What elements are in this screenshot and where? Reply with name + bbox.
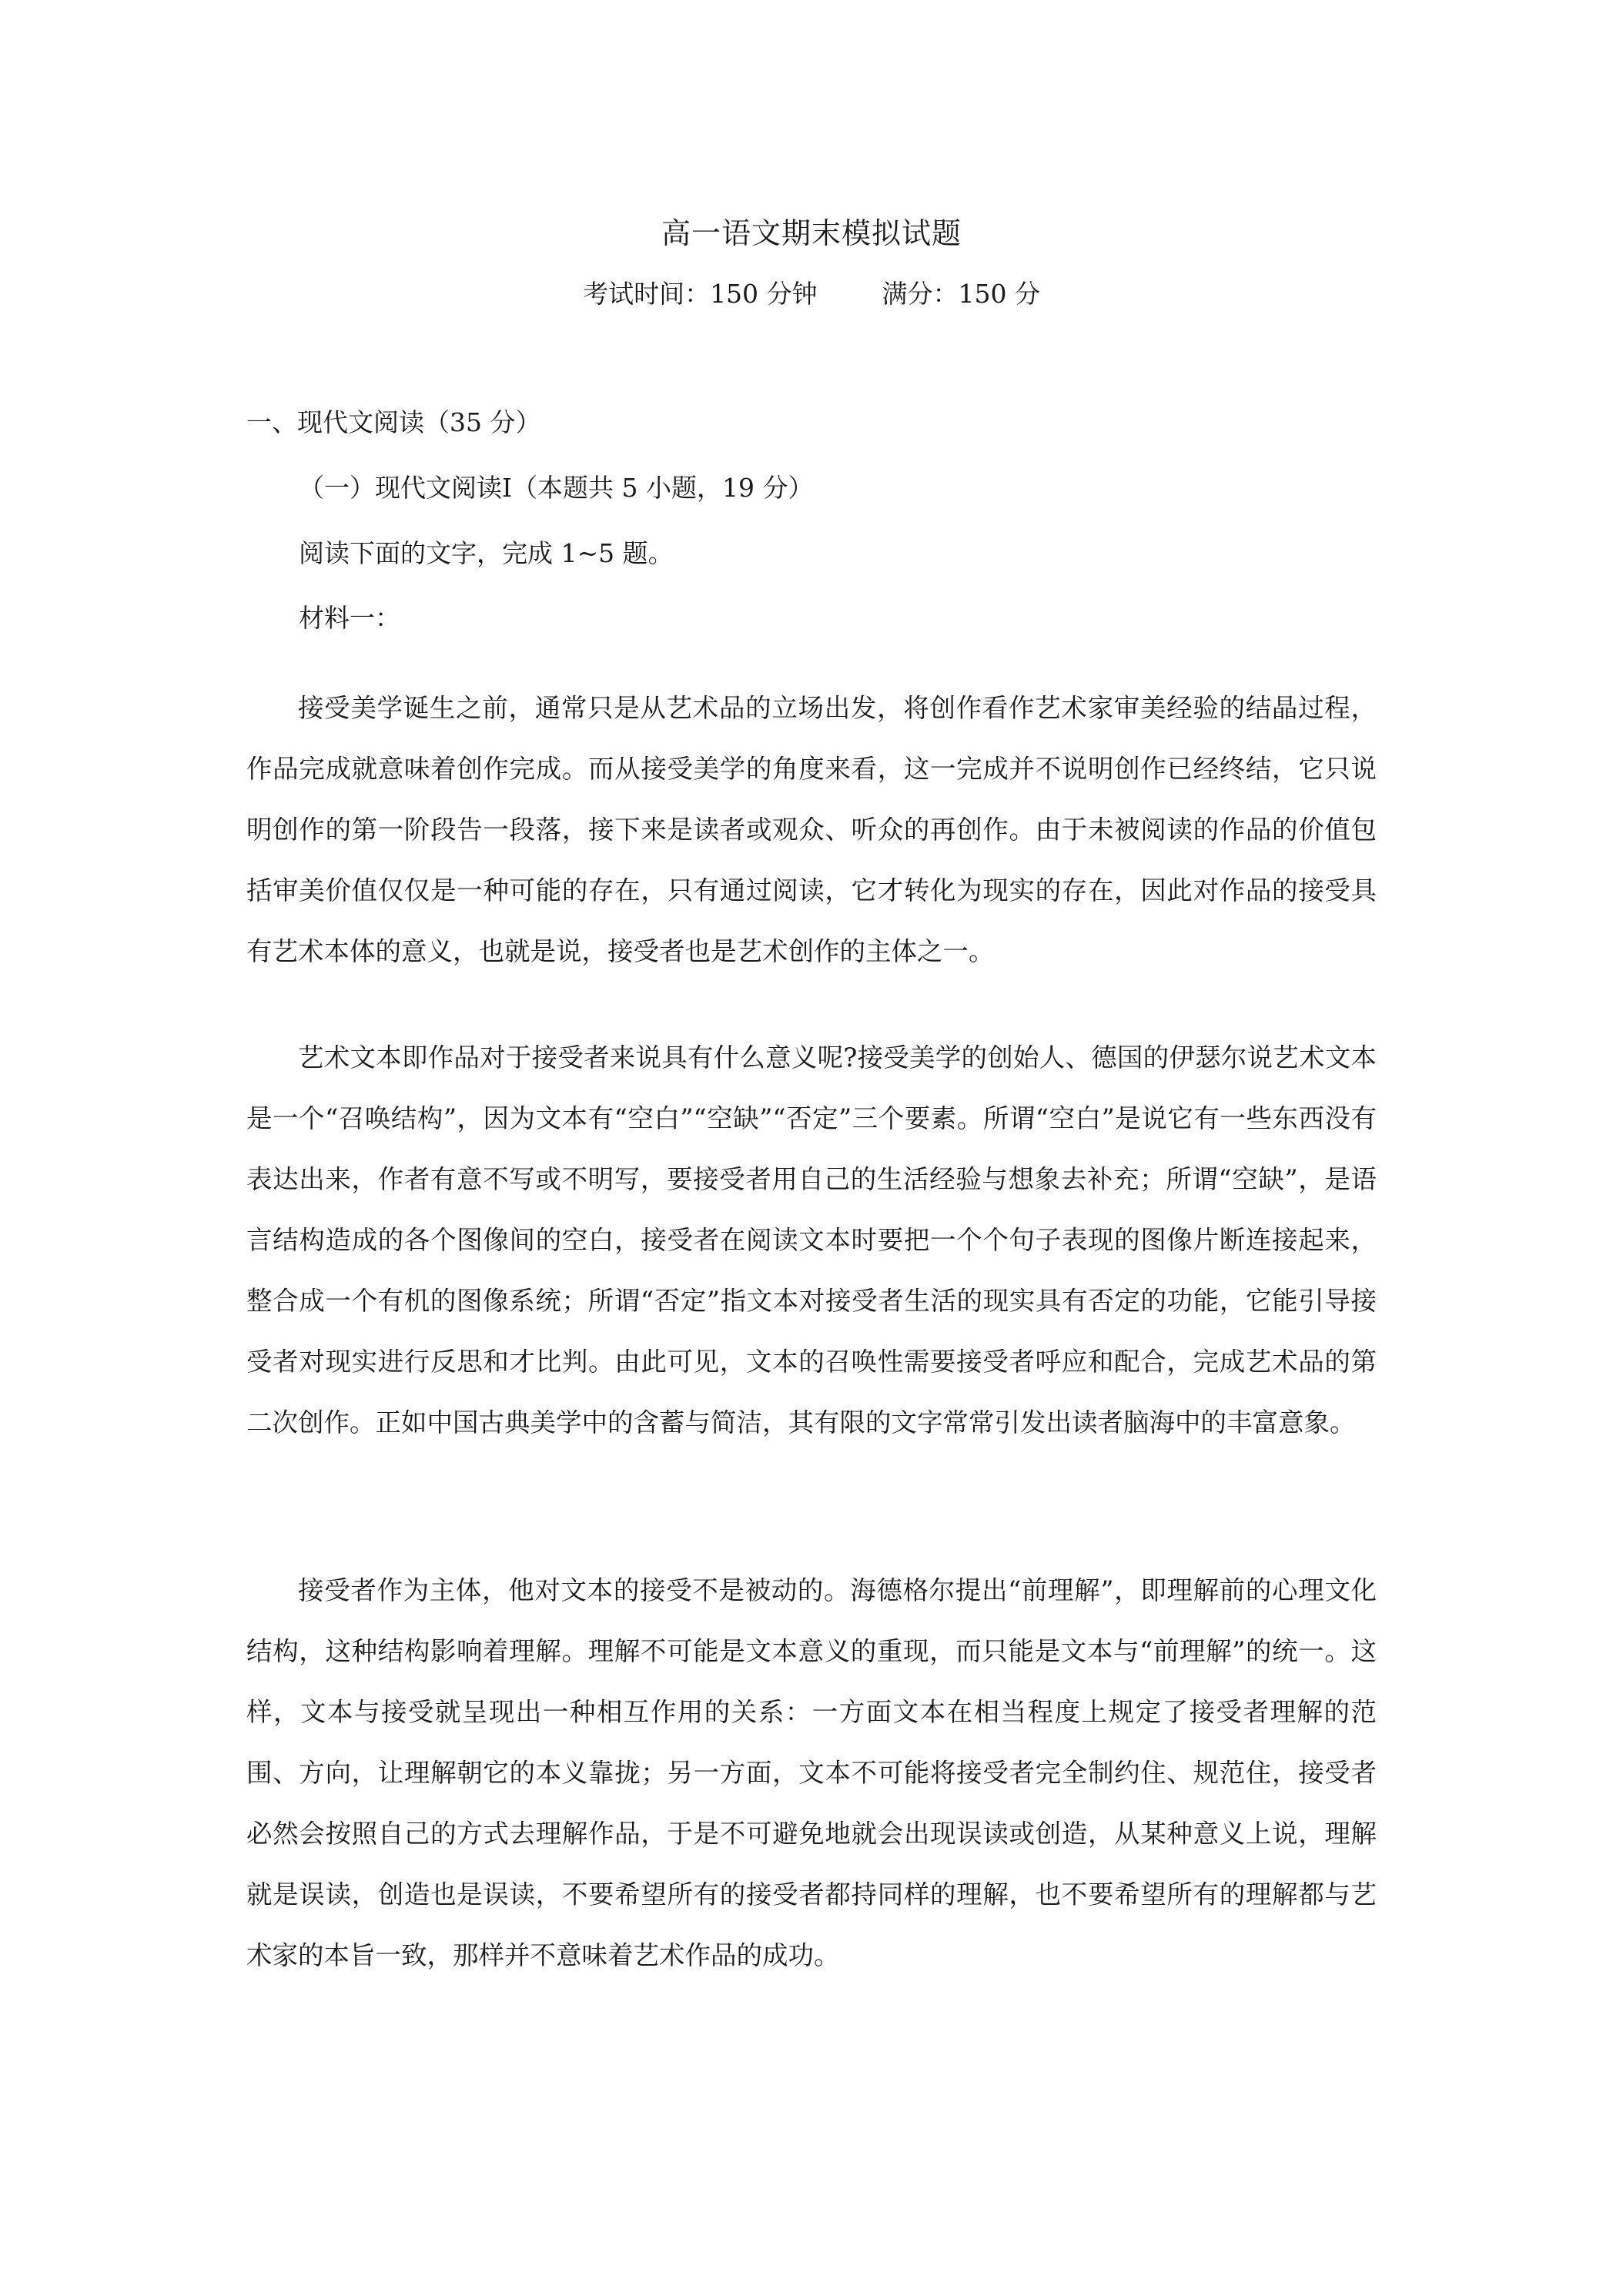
section-heading: 一、现代文阅读（35 分）: [246, 407, 541, 437]
paragraph: 接受美学诞生之前，通常只是从艺术品的立场出发，将创作看作艺术家审美经验的结晶过程，作品完成就意味着创作完成。而从接受美学的角度来看，这一完成并不说明创作已经终结，它只说明创作的第一阶段告一段落，接下来是读者或观众、听众的再创作。由于未被阅读的作品的价值包括审美价值仅仅是一种可能的存在，只有通过阅读，它才转化为现实的存在，因此对作品的接受具有艺术本体的意义，也就是说，接受者也是艺术创作的主体之一。: [246, 693, 1377, 966]
exam-title: 高一语文期末模拟试题: [661, 216, 962, 250]
subsection-heading: （一）现代文阅读Ⅰ（本题共 5 小题，19 分）: [299, 473, 814, 503]
reading-instruction: 阅读下面的文字，完成 1~5 题。: [299, 538, 674, 568]
paragraph: 艺术文本即作品对于接受者来说具有什么意义呢?接受美学的创始人、德国的伊瑟尔说艺术文本是一个“召唤结构”，因为文本有“空白”“空缺”“否定”三个要素。所谓“空白”是说它有一些东西没有表达出来，作者有意不写或不明写，要接受者用自己的生活经验与想象去补充；所谓“空缺”，是语言结构造成的各个图像间的空白，接受者在阅读文本时要把一个个句子表现的图像片断连接起来，整合成一个有机的图像系统；所谓“否定”指文本对接受者生活的现实具有否定的功能，它能引导接受者对现实进行反思和才比判。由此可见，文本的召唤性需要接受者呼应和配合，完成艺术品的第二次创作。正如中国古典美学中的含蓄与简洁，其有限的文字常常引发出读者脑海中的丰富意象。: [246, 1043, 1377, 1438]
material-label: 材料一：: [299, 603, 400, 633]
paragraph: 接受者作为主体，他对文本的接受不是被动的。海德格尔提出“前理解”，即理解前的心理文化结构，这种结构影响着理解。理解不可能是文本意义的重现，而只能是文本与“前理解”的统一。这样，文本与接受就呈现出一种相互作用的关系：一方面文本在相当程度上规定了接受者理解的范围、方向，让理解朝它的本义靠拢；另一方面，文本不可能将接受者完全制约住、规范住，接受者必然会按照自己的方式去理解作品，于是不可避免地就会出现误读或创造，从某种意义上说，理解就是误读，创造也是误读，不要希望所有的接受者都持同样的理解，也不要希望所有的理解都与艺术家的本旨一致，那样并不意味着艺术作品的成功。: [246, 1575, 1377, 1970]
exam-time-and-score: 考试时间：150 分钟 满分：150 分: [583, 279, 1040, 309]
